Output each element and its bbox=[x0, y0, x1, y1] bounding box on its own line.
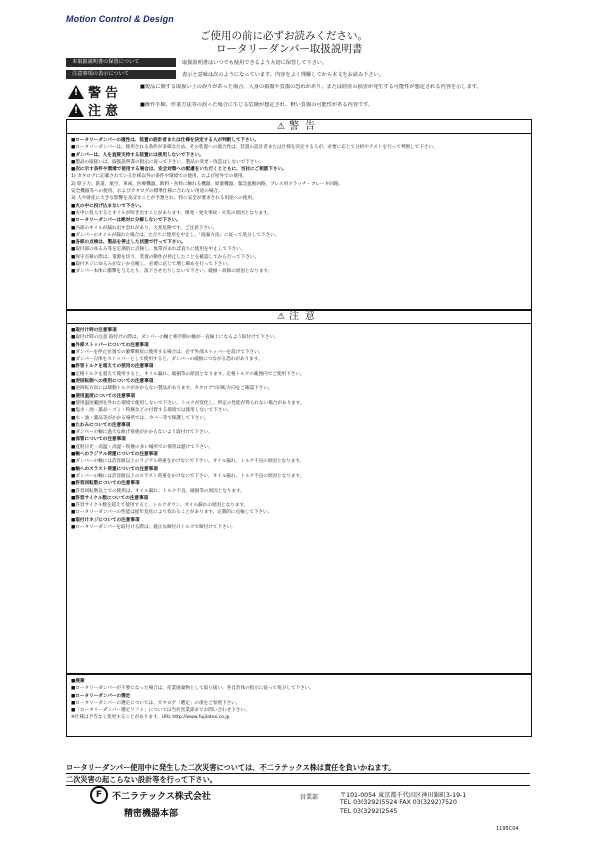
text-line: ■ロータリーダンパーの適性は、装置の設計者または仕様を決定する人が判断して下さい。 bbox=[71, 138, 259, 143]
text-line: ■取付けネジについての注意事項 bbox=[71, 517, 140, 523]
text-line: ■軸へのスラスト荷重についての注意事項 bbox=[71, 466, 158, 472]
text-line: ■火の中に投げ込まないで下さい。 bbox=[71, 203, 145, 209]
text-line: ■許容サイクル数についての注意事項 bbox=[71, 495, 149, 501]
text-line: 3) 人や財産に大きな影響を及ぼすことが予想され、特に安全が要求される用途への使用。 bbox=[71, 196, 257, 202]
warning-sign-desc: ■製品に関する取扱い上の誤りがあった場合、人身の損傷や負傷の恐れがあり、または財産の損害が発生する可能性が想定される内容を示します。 bbox=[140, 84, 482, 90]
text-line: ■たわみについての注意事項 bbox=[71, 422, 131, 428]
text-line: ■直射日光・高温・高湿・粉塵の多い場所での保管は避けて下さい。 bbox=[71, 444, 214, 450]
disposal-lines bbox=[67, 674, 531, 726]
text-line: ■ロータリーダンパーは、使用される条件が多様なため、その装置への適合性は、装置の設計者または仕様を決定する人が、必要に応じて分析やテストを行って判断して下さい。 bbox=[71, 145, 438, 151]
warning-header-icon: ⚠ bbox=[276, 122, 286, 132]
text-line: ■ロータリーダンパーの選定については、カタログ「選定」の項をご参照下さい。 bbox=[71, 700, 241, 706]
office-label: 営業部 bbox=[300, 794, 319, 801]
text-line: ■ダンパーのオイルが漏れた場合は、ただちに使用を中止し、「廃棄方法」に従って処分して下さい。 bbox=[71, 232, 280, 238]
text-line: 2) 原子力、鉄道、航空、車両、医療機器、飲料・食料に触れる機器、娯楽機器、緊急遮断回路、プレス用クラッチ・ブレーキ回路、 bbox=[71, 181, 344, 187]
text-line: ■ダンパーは、人を直接支持する装置には使用しないで下さい。 bbox=[71, 152, 204, 158]
text-line: 安全機器等への使用、およびカタログの標準仕様に合わない用途の場合。 bbox=[71, 189, 223, 195]
warning-section-title: 警告 bbox=[289, 121, 322, 132]
text-line: ■ロータリーダンパーは絶対に分解しないで下さい。 bbox=[71, 218, 181, 224]
text-line: ■ロータリーダンパーの性能は経年変化により変わることがあります。定期的に点検して下さい。 bbox=[71, 510, 273, 516]
text-line: ■廃棄 bbox=[71, 679, 85, 684]
disclaimer bbox=[66, 762, 530, 786]
company-name-text: 不二ラテックス株式会社 bbox=[112, 791, 211, 802]
note-text: 表示と意味は次のようになっています。内容をよく理解してから本文をお読み下さい。 bbox=[182, 72, 384, 78]
office-tel2: TEL 03(3292)2545 bbox=[340, 808, 398, 815]
caution-section-title: 注意 bbox=[289, 311, 322, 322]
note-tag: 本取扱説明書の保管について bbox=[66, 58, 176, 67]
text-line: ■定格トルクを超えて使用すると、オイル漏れ、破損等の原因となります。定格トルクの範囲内でご使用下さい。 bbox=[71, 371, 305, 377]
brand-logo: Motion Control & Design bbox=[66, 14, 174, 24]
text-line: ■取付け時の注意 取付けの際は、ダンパーの軸と相手側の軸が一直線上になるよう取付けて下さい。 bbox=[71, 335, 279, 341]
text-line: ■ロータリーダンパーの選定 bbox=[71, 693, 131, 699]
warning-triangle-icon bbox=[68, 85, 84, 99]
caution-header-icon: ⚠ bbox=[276, 312, 286, 322]
text-line: ■取付け時の注意事項 bbox=[71, 328, 117, 333]
document-title-line1: ご使用の前に必ずお読みください。 bbox=[200, 30, 368, 42]
company-name bbox=[90, 786, 211, 804]
note-storage bbox=[66, 58, 536, 67]
caution-triangle-icon bbox=[68, 103, 84, 117]
text-line: ■使用温度範囲を外れた環境で使用しないで下さい。トルクが変化し、所定の性能が得られない場合があります。 bbox=[71, 400, 305, 406]
text-line: ■ダンパー自体をストッパーとして使用すると、ダンパーの破損につながる恐れがあります。 bbox=[71, 357, 263, 363]
document-title-line2: ロータリーダンパー取扱説明書 bbox=[216, 43, 363, 55]
disposal-section bbox=[66, 673, 532, 737]
text-line: ■逆回転方向には制動トルクがかからない製品があります。カタログで回転方向をご確認下さい。 bbox=[71, 386, 273, 392]
caution-section bbox=[66, 309, 532, 675]
text-line: ■火中に投入するとオイルが吹き出すことがあります。爆発・発火事故・火災の原因となります。 bbox=[71, 210, 272, 216]
text-line: ■許容トルクを超えての使用の注意事項 bbox=[71, 364, 154, 370]
disclaimer-line: ロータリーダンパー使用中に発生した二次災害については、不二ラテックス株は責任を負いかねます。 bbox=[66, 762, 530, 774]
warning-section bbox=[66, 119, 532, 311]
office-tel-fax: TEL 03(3292)5524 FAX 03(3292)7520 bbox=[340, 799, 457, 806]
document-number: 1195C04 bbox=[496, 826, 519, 832]
warning-sign bbox=[68, 82, 122, 101]
text-line: ■ダンパーを停止位置での衝撃吸収に使用する場合は、必ず外部ストッパーを設けて下さい。 bbox=[71, 349, 264, 355]
note-tag: 注意事項の表示について bbox=[66, 70, 176, 79]
caution-section-header bbox=[67, 310, 531, 324]
caution-sign-label: 注意 bbox=[88, 104, 123, 119]
division-name: 精密機器本部 bbox=[124, 809, 179, 819]
text-line: ■許容サイクル数を超えて使用すると、トルクダウン、オイル漏れの原因となります。 bbox=[71, 503, 249, 509]
text-line: 1) カタログに記載されている仕様以外の条件や環境での使用、および屋外での使用。 bbox=[71, 174, 248, 180]
text-line: ■ロータリーダンパーが不要になった場合は、産業廃棄物として取り扱い、各自治体の指示に従って処分して下さい。 bbox=[71, 686, 314, 692]
warning-lines bbox=[67, 134, 531, 279]
text-line: ■次に示す条件や環境で使用する場合は、安全対策への配慮をいただくとともに、当社にご相談下さい。 bbox=[71, 167, 287, 173]
warning-section-header bbox=[67, 120, 531, 134]
caution-lines bbox=[67, 324, 531, 534]
text-line: ■ダンパーの軸には許容値以上のラジアル荷重をかけないで下さい。オイル漏れ、トルク不良の原因となります。 bbox=[71, 459, 305, 465]
text-line: ■塩水・油・薬品・ゴミ・粉塵などの付着する環境では使用しないで下さい。 bbox=[71, 408, 232, 414]
text-line: ■使用温度についての注意事項 bbox=[71, 393, 135, 399]
text-line: ■ダンパーの軸に過大な曲げ荷重がかからないよう取付けて下さい。 bbox=[71, 430, 213, 436]
note-symbols bbox=[66, 70, 536, 79]
text-line: ■許容回転数以上での使用は、オイル漏れ、トルク不良、破損等の原因となります。 bbox=[71, 488, 245, 494]
text-line: ■取付ネジにゆるみがないか点検し、必要に応じて増し締めを行って下さい。 bbox=[71, 262, 232, 268]
note-text: 取扱説明書はいつでも使用できるよう大切に保管して下さい。 bbox=[182, 60, 328, 66]
text-line: ■製品の取扱いは、取扱説明書の指示に従って下さい。製品の変更・改造はしないで下さい。 bbox=[71, 159, 264, 165]
caution-sign bbox=[68, 100, 122, 119]
text-line: ■保守点検の際は、電源を切り、装置の動作が停止したことを確認してから行って下さい。 bbox=[71, 254, 260, 260]
text-line: ■内部のオイルが漏れ出す恐れがあり、大変危険です。ご注意下さい。 bbox=[71, 225, 218, 231]
text-line: ■ダンパーの軸には許容値以上のスラスト荷重をかけないで下さい。オイル漏れ、トルク不良の原因となります。 bbox=[71, 473, 305, 479]
text-line: ■各部の点検は、製品を停止した状態で行って下さい。 bbox=[71, 240, 186, 246]
text-line: ■外部ストッパーについての注意事項 bbox=[71, 342, 149, 348]
company-logo-icon: F bbox=[90, 786, 108, 804]
text-line: ■水・油・薬品等がかかる場所では、カバー等で保護して下さい。 bbox=[71, 415, 209, 421]
office-address: 〒101-0054 東京都千代田区神田錦町3-19-1 bbox=[340, 792, 467, 799]
text-line: ※仕様は予告なく変更することがあります。URL http://www.fujilatex.co.jp bbox=[71, 715, 230, 721]
text-line: ■ロータリーダンパーを取付ける際は、適正な締付けトルクで締付けて下さい。 bbox=[71, 525, 236, 531]
caution-sign-desc: ■操作手順、作業方法等の誤った場合に生じる危険が想定され、軽い負傷の可能性がある内容です。 bbox=[140, 102, 374, 108]
text-line: ■軸へのラジアル荷重についての注意事項 bbox=[71, 452, 158, 458]
warning-sign-label: 警告 bbox=[88, 86, 123, 101]
text-line: ■逆回転側への使用についての注意事項 bbox=[71, 379, 154, 385]
disclaimer-line: 二次災害の起こらない設計等を行って下さい。 bbox=[66, 774, 530, 786]
text-line: ■取付部のゆるみ等を定期的に点検し、異常があれば直ちに使用を中止して下さい。 bbox=[71, 247, 246, 253]
text-line: ■許容回転数についての注意事項 bbox=[71, 481, 140, 487]
text-line: ■ダンパー本体に衝撃を与えたり、落下させたりしないで下さい。破損・故障の原因となります。 bbox=[71, 269, 273, 275]
text-line: ■「ロータリーダンパー選定ソフト」については当社営業部までお問い合わせ下さい。 bbox=[71, 708, 250, 714]
text-line: ■保管についての注意事項 bbox=[71, 437, 126, 443]
